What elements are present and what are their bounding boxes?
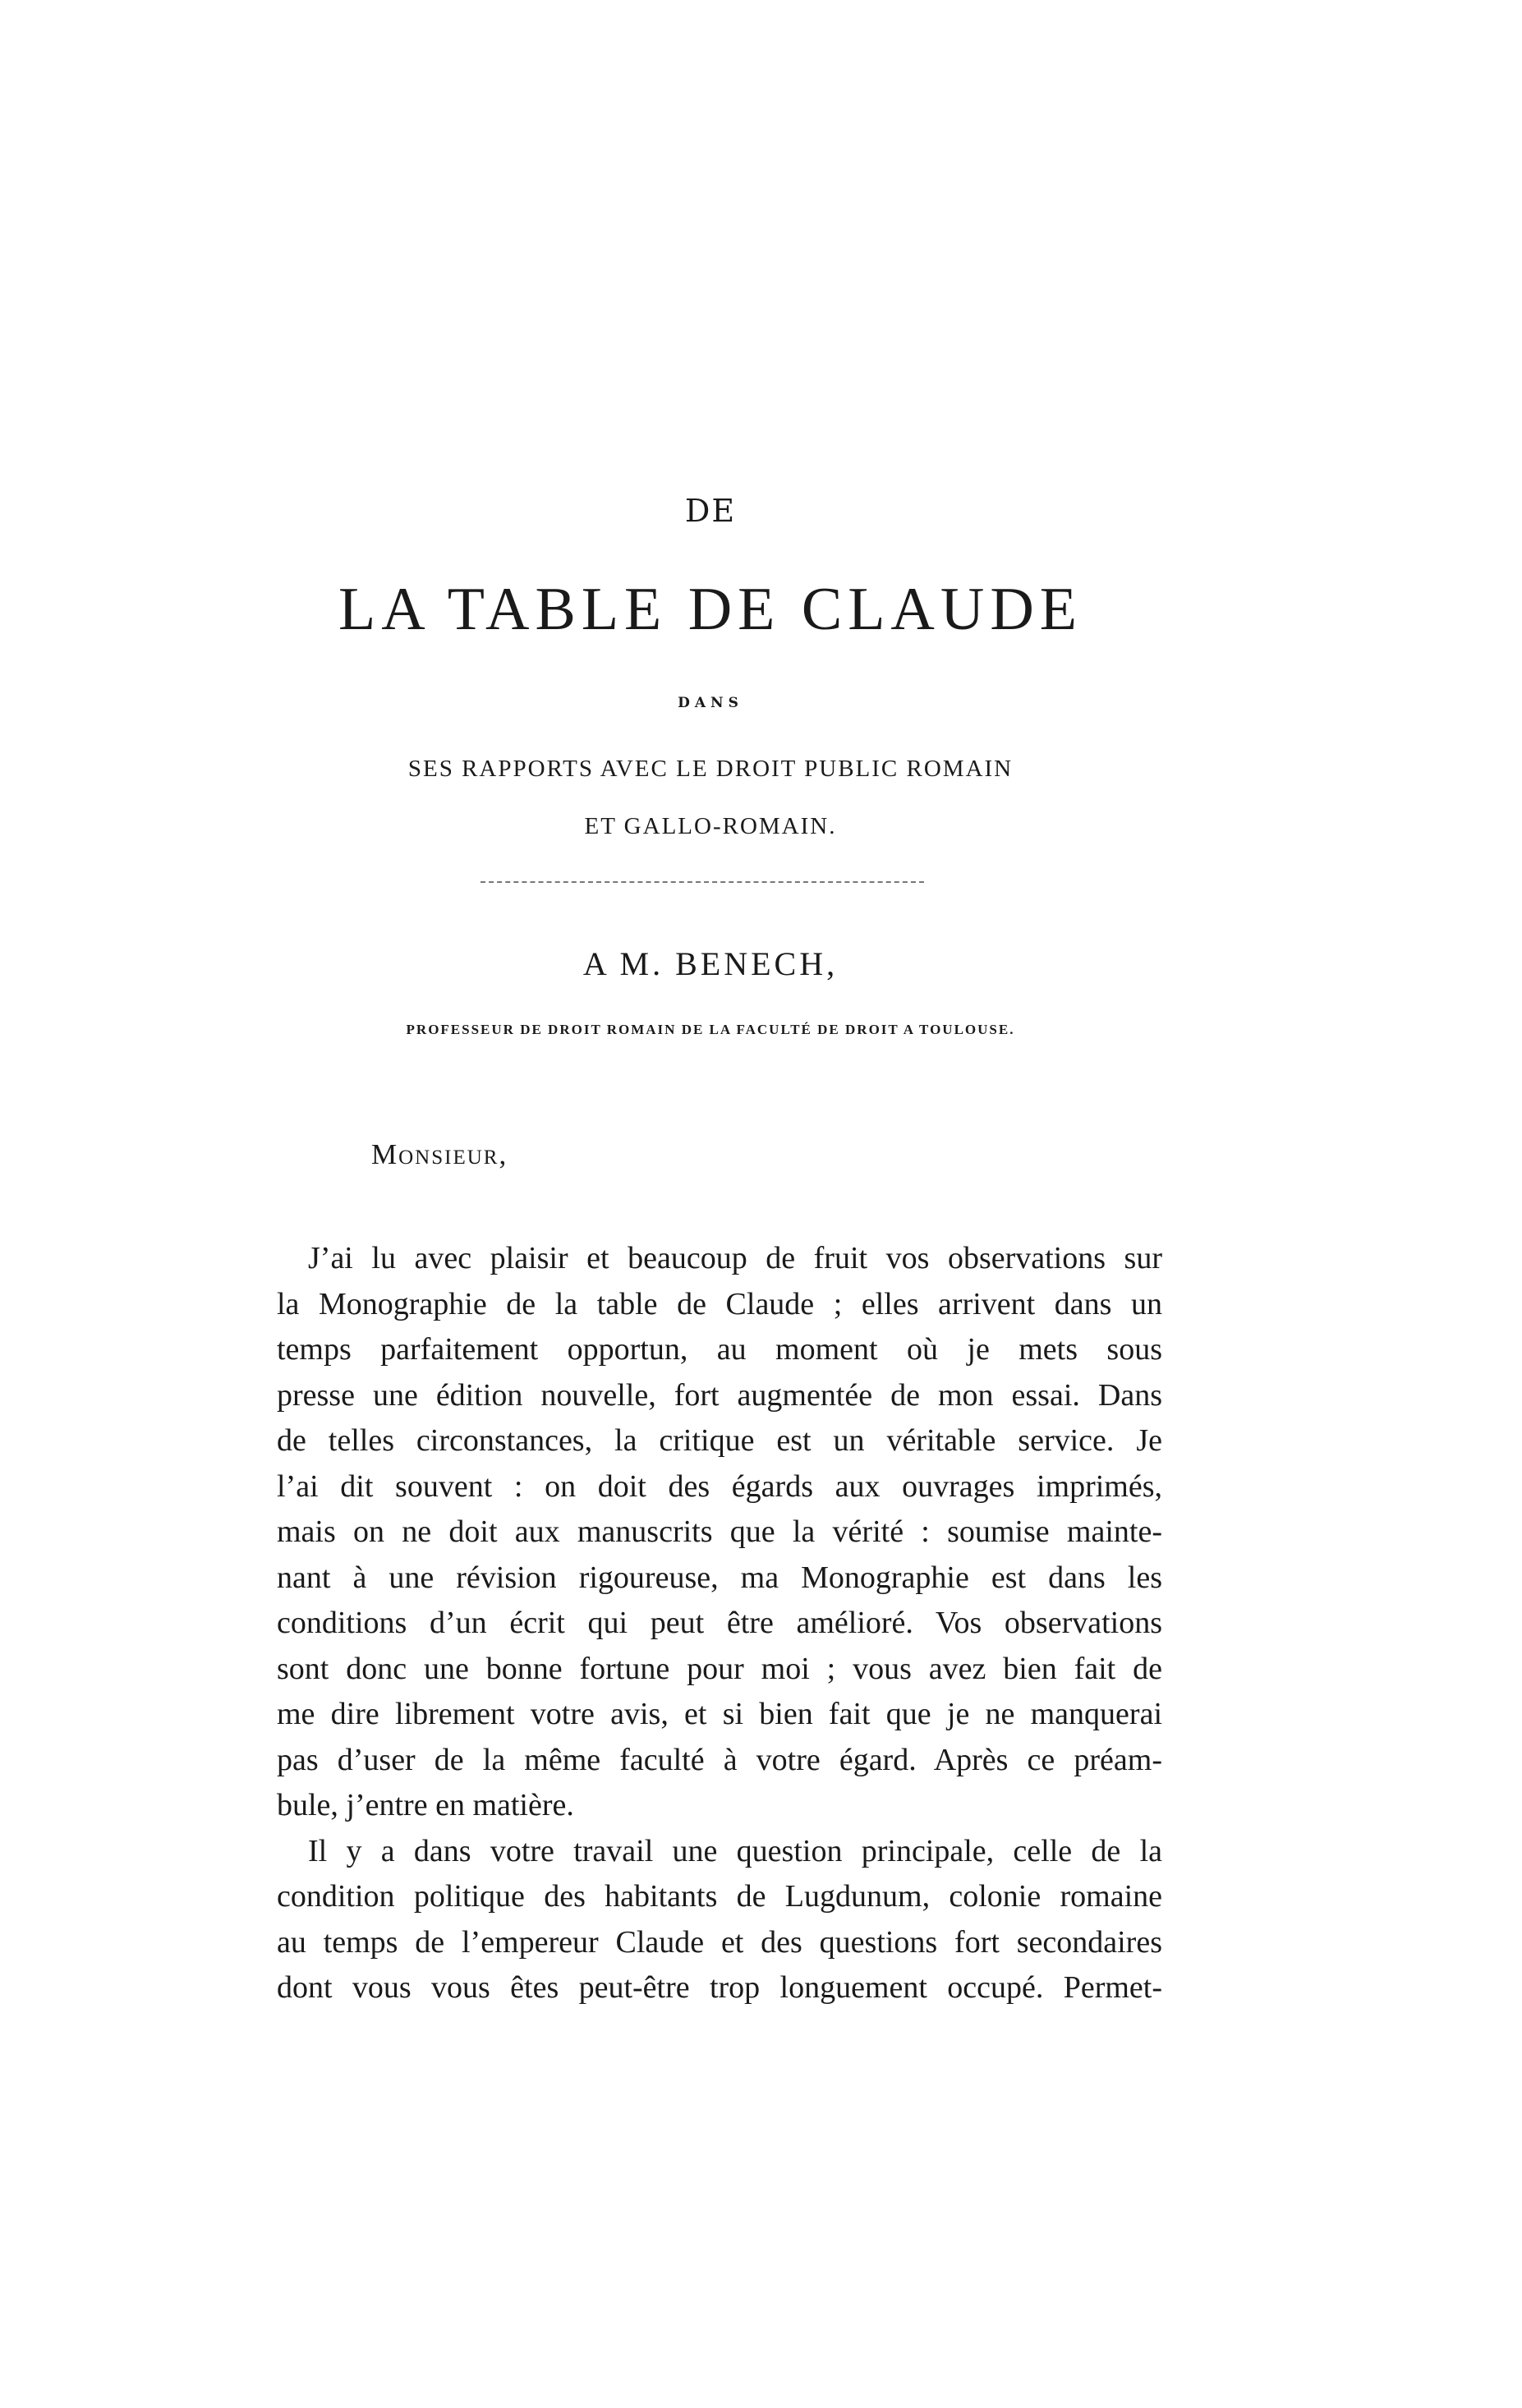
subtitle-line-2: ET GALLO-ROMAIN. <box>584 813 837 839</box>
paragraph-2 <box>277 1829 1162 2011</box>
text-line: dont vous vous êtes peut-être trop longuement occupé. Permet- <box>277 1970 1162 2005</box>
text-line: conditions d’un écrit qui peut être amélioré. Vos observations <box>277 1606 1162 1640</box>
dedicatee-name: A M. BENECH, <box>582 945 839 982</box>
text-line: temps parfaitement opportun, au moment où je mets sous <box>277 1332 1162 1367</box>
text-line: sont donc une bonne fortune pour moi ; vous avez bien fait de <box>277 1651 1162 1686</box>
text-line: me dire librement votre avis, et si bien fait que je ne manquerai <box>277 1697 1162 1731</box>
text-line: la Monographie de la table de Claude ; elles arrivent dans un <box>277 1286 1162 1321</box>
section-divider <box>481 881 924 883</box>
dedicatee-role: PROFESSEUR DE DROIT ROMAIN DE LA FACULTÉ DE DROIT A TOULOUSE. <box>406 1022 1015 1037</box>
text-line: bule, j’entre en matière. <box>277 1788 574 1822</box>
title-connector: DANS <box>678 695 743 711</box>
text-line: Il y a dans votre travail une question principale, celle de la <box>308 1833 1162 1868</box>
text-line: mais on ne doit aux manuscrits que la vérité : soumise mainte- <box>277 1514 1162 1549</box>
text-line: pas d’user de la même faculté à votre égard. Après ce préam- <box>277 1742 1162 1777</box>
text-line: de telles circonstances, la critique est un véritable service. Je <box>277 1423 1162 1458</box>
pre-title: DE <box>684 493 737 529</box>
letter-body <box>277 1236 1162 2011</box>
text-line: l’ai dit souvent : on doit des égards aux ouvrages imprimés, <box>277 1468 1162 1504</box>
text-line: J’ai lu avec plaisir et beaucoup de fruit vos observations sur <box>308 1241 1162 1275</box>
text-line: presse une édition nouvelle, fort augmentée de mon essai. Dans <box>277 1377 1162 1413</box>
text-line: nant à une révision rigoureuse, ma Monographie est dans les <box>277 1560 1162 1595</box>
salutation: Monsieur, <box>371 1138 508 1170</box>
subtitle-line-1: SES RAPPORTS AVEC LE DROIT PUBLIC ROMAIN <box>407 756 1014 782</box>
text-line: condition politique des habitants de Lugdunum, colonie romaine <box>277 1879 1162 1914</box>
page-title: LA TABLE DE CLAUDE <box>338 576 1083 643</box>
text-line: au temps de l’empereur Claude et des questions fort secondaires <box>277 1924 1162 1960</box>
paragraph-1 <box>277 1236 1162 1829</box>
